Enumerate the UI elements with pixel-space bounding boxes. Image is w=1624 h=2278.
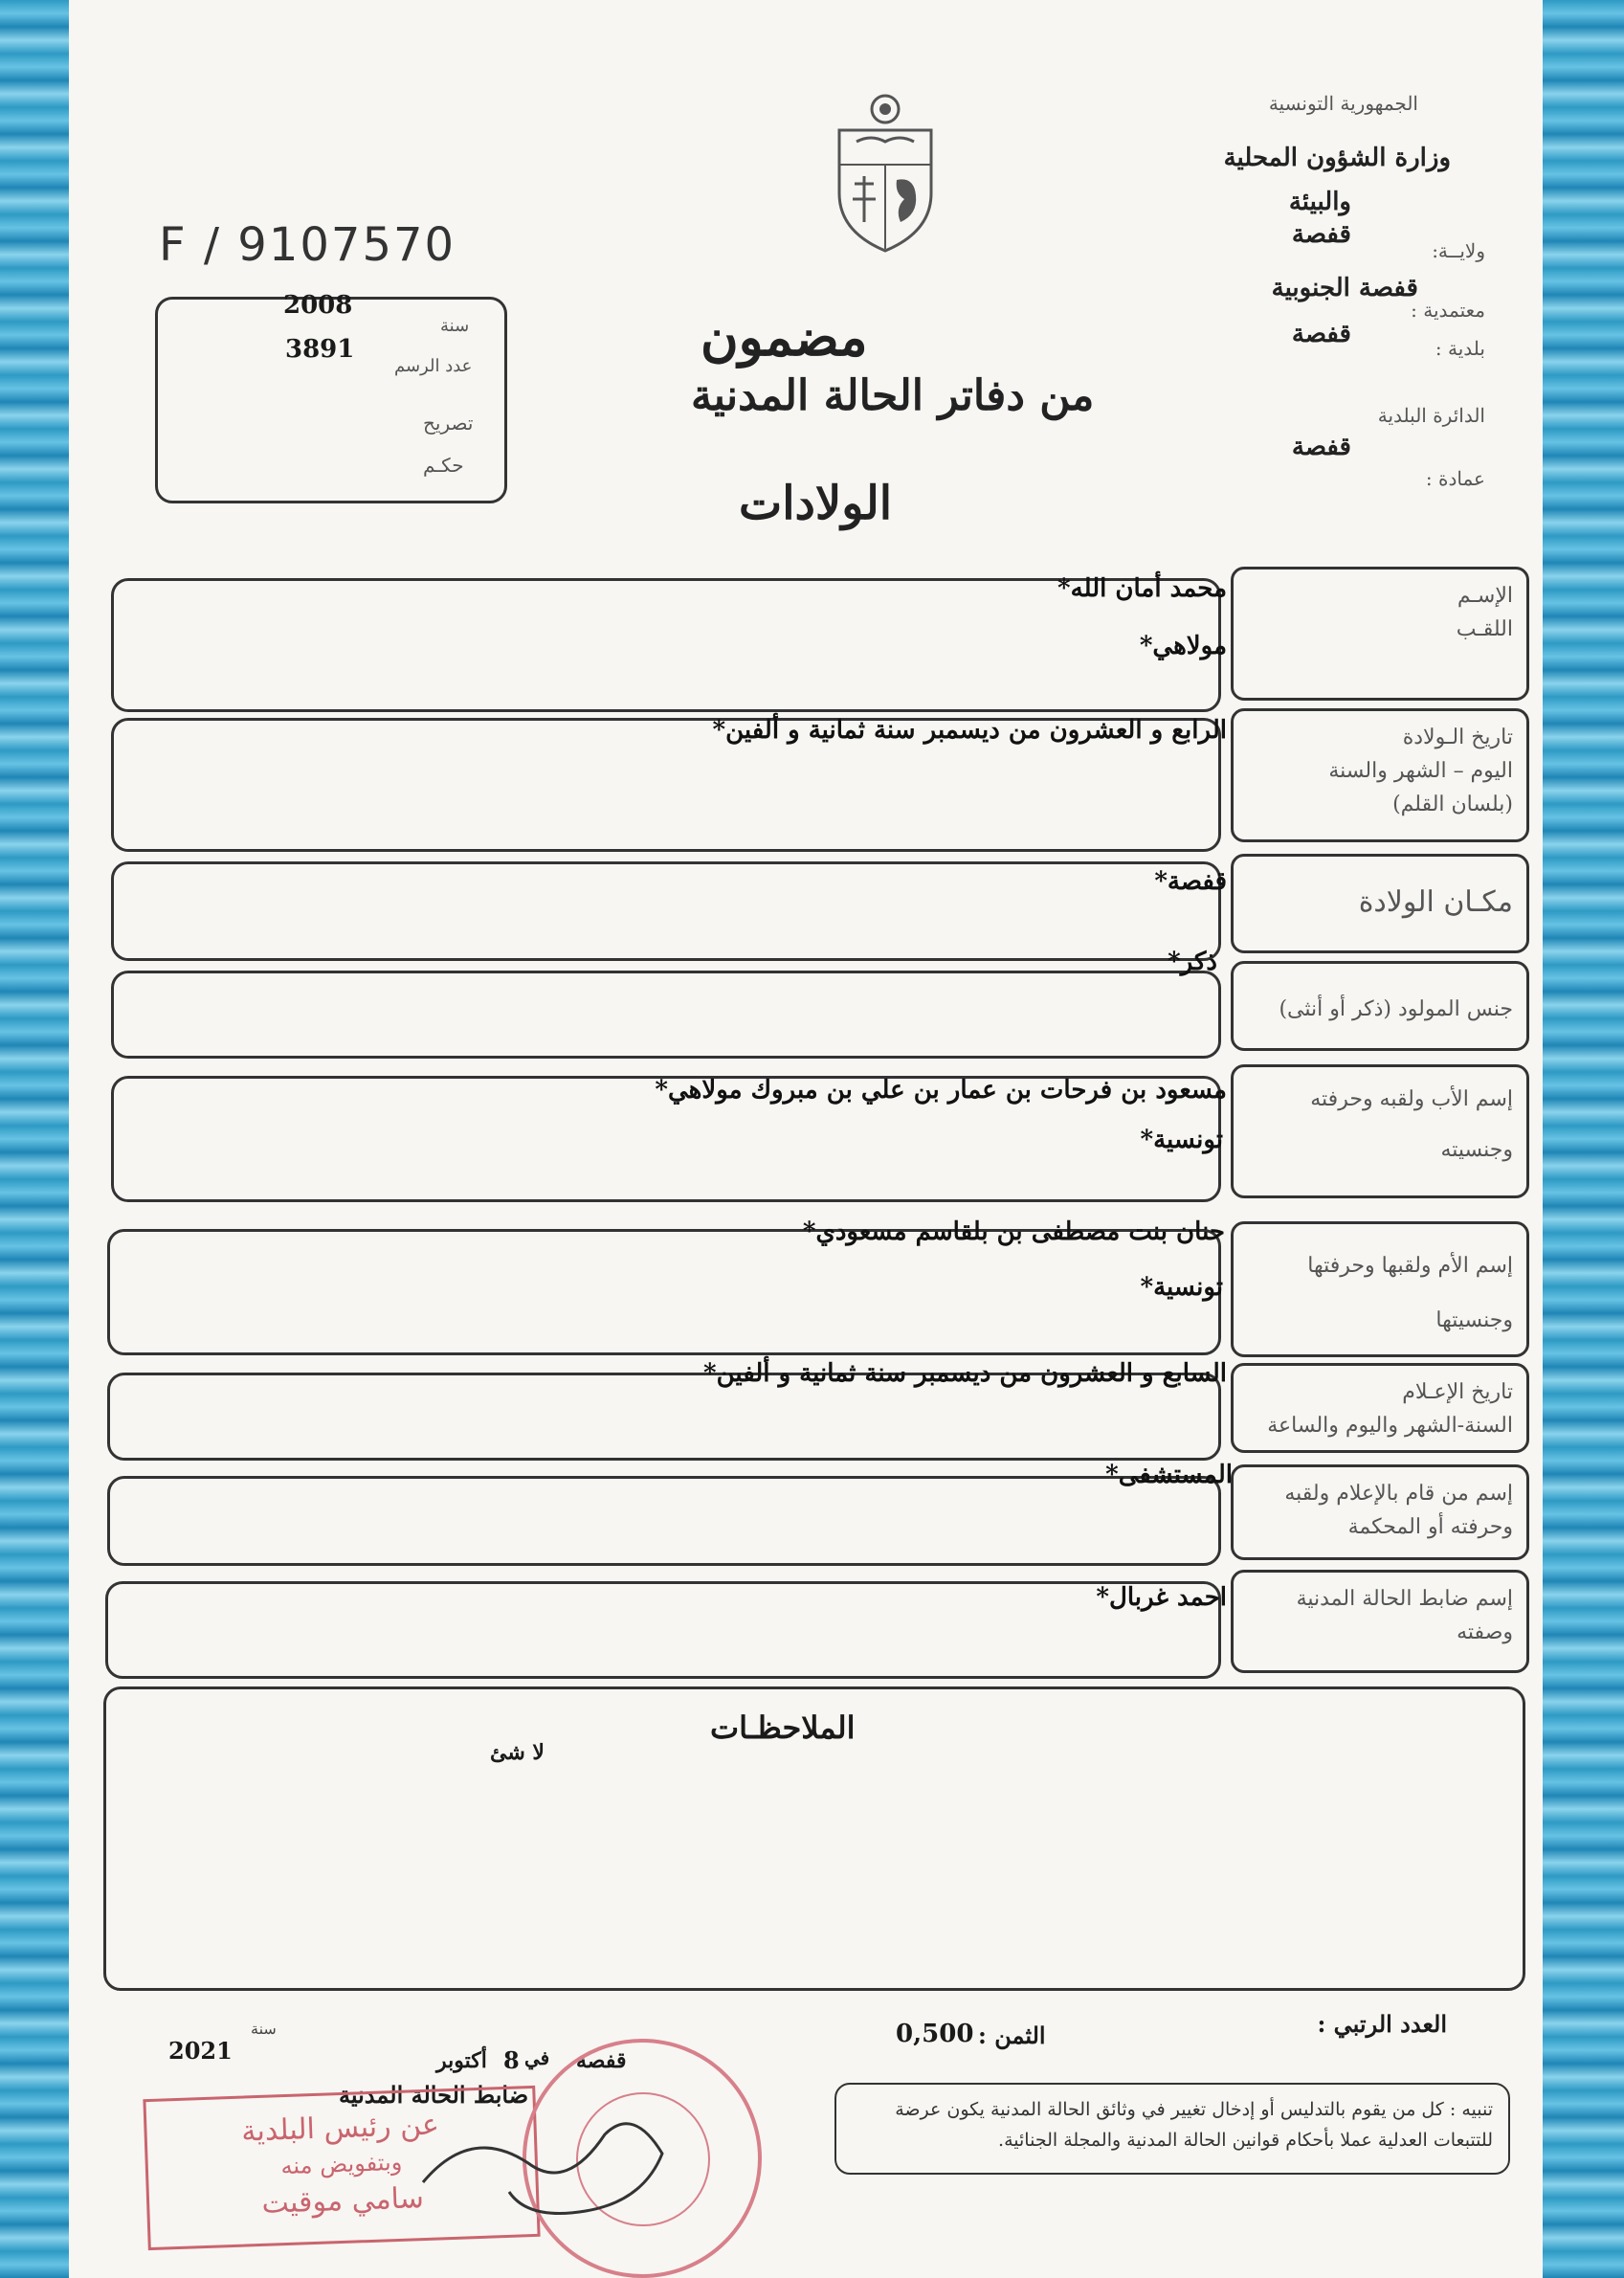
birth-date-note: (بلسان القلم)	[1392, 793, 1513, 817]
birth-date-sublabel: اليوم – الشهر والسنة	[1328, 759, 1513, 784]
legal-notice-box	[834, 2083, 1510, 2175]
registry-year-label: سنة	[440, 316, 470, 336]
imada-label: عمادة :	[1425, 467, 1485, 490]
father-nationality-value: تونسية*	[1140, 1126, 1223, 1154]
mother-value: حنان بنت مصطفى بن بلقاسم مسعودي*	[802, 1217, 1225, 1246]
footer-officer: ضابط الحالة المدنية	[339, 2081, 529, 2109]
officer-value-box	[105, 1581, 1221, 1679]
declaration-date-value: السابع و العشرون من ديسمبر سنة ثمانية و ألفين*	[702, 1359, 1227, 1388]
sex-value: ذكر*	[1168, 948, 1217, 976]
birth-place-label: مكـان الولادة	[1358, 885, 1513, 919]
remarks-title: الملاحظـات	[710, 1709, 856, 1746]
footer-year-label: سنة	[251, 2020, 277, 2038]
registry-number-value: 3891	[285, 335, 355, 364]
mother-nationality-label: وجنسيتها	[1435, 1308, 1513, 1333]
footer-month: أكتوبر	[436, 2048, 487, 2073]
price-label: الثمن :	[978, 2021, 1046, 2049]
stamp-line3: سامي موقيت	[260, 2180, 425, 2221]
mother-value-box	[107, 1229, 1221, 1355]
delegation-label: معتمدية :	[1411, 299, 1485, 322]
document-subtitle: من دفاتر الحالة المدنية	[691, 371, 1095, 420]
name-label: الإسـم	[1457, 584, 1513, 608]
legal-notice-text: تنبيه : كل من يقوم بالتدليس أو إدخال تغيير في وثائق الحالة المدنية يكون عرضة للتتبعات العدلية عملا بأحكام قوانين الحالة المدنية والمجلة الجنائية.	[895, 2099, 1493, 2152]
municipal-district-label: الدائرة البلدية	[1377, 404, 1485, 427]
birth-place-label-box	[1231, 854, 1529, 953]
declarant-label: إسم من قام بالإعلام ولقبه	[1284, 1482, 1513, 1506]
father-nationality-label: وجنسيته	[1440, 1138, 1513, 1163]
stamp-line1: عن رئيس البلدية	[240, 2108, 440, 2149]
mother-nationality-value: تونسية*	[1140, 1273, 1223, 1302]
birth-date-value: الرابع و العشرون من ديسمبر سنة ثمانية و ألفين*	[712, 716, 1227, 745]
birth-date-label: تاريخ الـولادة	[1402, 726, 1513, 749]
officer-value: احمد غربال*	[1096, 1583, 1227, 1612]
ministry-line1: وزارة الشؤون المحلية	[1223, 144, 1451, 172]
father-label: إسم الأب ولقبه وحرفته	[1310, 1087, 1513, 1111]
declarant-value-box	[107, 1476, 1221, 1566]
officer-sublabel: وصفته	[1457, 1620, 1513, 1645]
declaration-date-sublabel: السنة-الشهر واليوم والساعة	[1267, 1414, 1513, 1439]
wilaya-label: ولايــة:	[1432, 239, 1485, 262]
municipal-district-value: قفصة	[1291, 433, 1351, 461]
delegation-value: قفصة الجنوبية	[1271, 274, 1418, 302]
signature	[413, 2096, 701, 2230]
declarant-label-box	[1231, 1464, 1529, 1560]
footer-date-prefix: في	[524, 2046, 550, 2069]
remarks-value: لا شئ	[490, 1740, 545, 1765]
municipality-value: قفصة	[1291, 320, 1351, 348]
declaration-date-label: تاريخ الإعـلام	[1402, 1380, 1513, 1404]
footer-city: قفصة	[576, 2048, 627, 2073]
municipality-label: بلدية :	[1435, 337, 1485, 360]
serial-number: F / 9107570	[159, 218, 456, 272]
birth-date-label-box	[1231, 708, 1529, 842]
tunisia-coat-of-arms-icon	[828, 88, 943, 257]
ministry-line2: والبيئة	[1288, 188, 1351, 216]
section-title-births: الولادات	[739, 477, 893, 530]
birth-place-value: قفصة*	[1154, 867, 1227, 896]
republic-label: الجمهورية التونسية	[1268, 92, 1418, 115]
registry-number-label: عدد الرسم	[394, 356, 473, 376]
declarant-sublabel: وحرفته أو المحكمة	[1347, 1515, 1513, 1540]
footer-day: 8	[503, 2046, 520, 2074]
declarant-value: المستشفى*	[1105, 1461, 1233, 1489]
name-value-box	[111, 578, 1221, 712]
right-decorative-border	[1528, 0, 1624, 2278]
birth-place-value-box	[111, 861, 1221, 961]
sex-value-box	[111, 971, 1221, 1059]
left-decorative-border	[0, 0, 75, 2278]
officer-label-box	[1231, 1570, 1529, 1673]
footer-year-value: 2021	[168, 2037, 233, 2065]
declaration-label: تصريح	[423, 412, 474, 435]
mother-label-box	[1231, 1221, 1529, 1357]
first-name-value: محمد أمان الله*	[1057, 574, 1227, 603]
serial-number-label: العدد الرتبي :	[1317, 2010, 1447, 2038]
birth-certificate-page	[69, 0, 1543, 2278]
price-value: 0,500	[896, 2020, 974, 2048]
document-title: مضمون	[701, 306, 868, 368]
mother-label: إسم الأم ولقبها وحرفتها	[1307, 1254, 1513, 1278]
stamp-line2: وبتفويض منه	[280, 2148, 403, 2180]
registry-year-value: 2008	[283, 291, 353, 320]
wilaya-value: قفصة	[1291, 220, 1351, 249]
officer-label: إسم ضابط الحالة المدنية	[1296, 1587, 1513, 1611]
sex-label: جنس المولود (ذكر أو أنثى)	[1279, 997, 1513, 1021]
surname-label: اللقـب	[1456, 617, 1513, 642]
father-value: مسعود بن فرحات بن عمار بن علي بن مبروك مولاهي*	[655, 1076, 1227, 1105]
judgment-label: حكـم	[423, 454, 464, 477]
declaration-date-label-box	[1231, 1363, 1529, 1453]
father-label-box	[1231, 1064, 1529, 1198]
surname-value: مولاهي*	[1139, 632, 1227, 660]
name-label-box	[1231, 567, 1529, 701]
sex-label-box	[1231, 961, 1529, 1051]
